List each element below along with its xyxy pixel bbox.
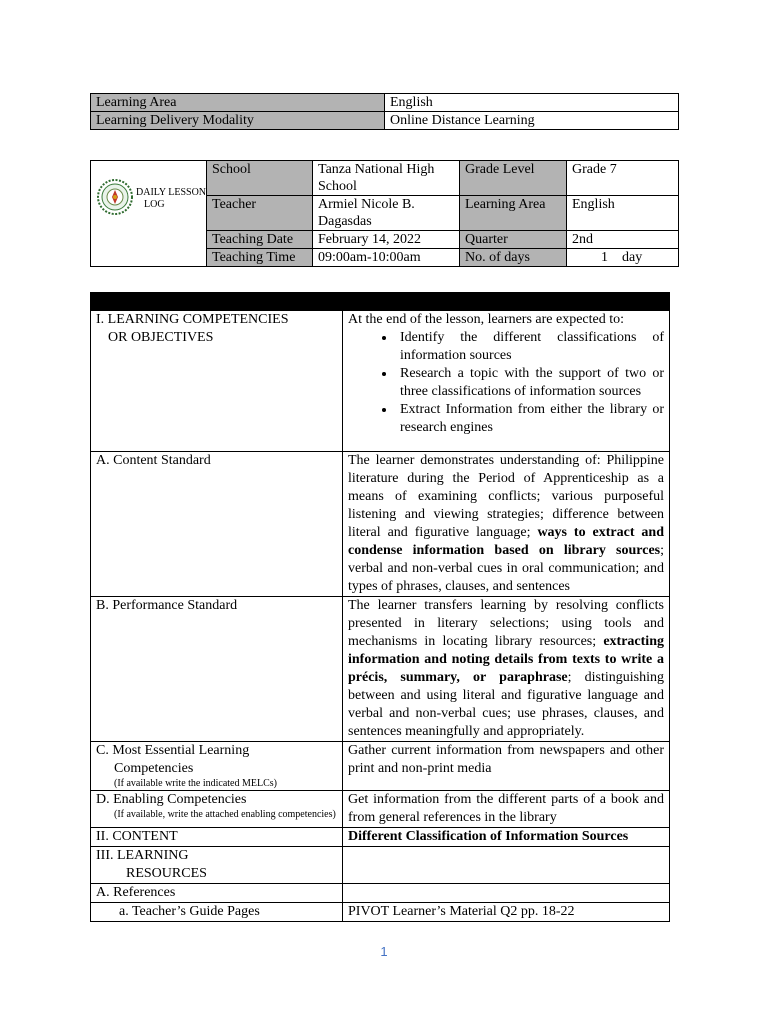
table-row bbox=[91, 161, 679, 196]
content-standard-text-1: The learner demonstrates understanding of: Philippine literature during the Period of Apprenticeship as a means of examining conflicts; various purposeful listening and viewing strategies; difference between literal and figurative language; bbox=[348, 453, 664, 540]
performance-standard-text-2: ; distinguishing between and using literal and figurative language and verbal and non-verbal cues; use phrases, clauses, and sentences meaningfully and appropriately. bbox=[348, 670, 664, 739]
header-learning-area-value: English bbox=[567, 196, 679, 231]
melc-label-line-2: Competencies bbox=[114, 761, 194, 776]
quarter-value: 2nd bbox=[567, 231, 679, 249]
performance-standard-label: B. Performance Standard bbox=[91, 597, 343, 742]
content-standard-label: A. Content Standard bbox=[91, 452, 343, 597]
performance-standard-bold: extracting information and noting details from texts to write a précis, summary, or paraphrase bbox=[348, 634, 664, 685]
school-value: Tanza National High School bbox=[313, 161, 460, 196]
teacher-label: Teacher bbox=[207, 196, 313, 231]
table-row bbox=[91, 94, 679, 112]
table-row bbox=[91, 597, 670, 742]
learning-area-label: Learning Area bbox=[91, 94, 385, 112]
melc-label-line-1: C. Most Essential Learning bbox=[96, 743, 250, 758]
objectives-intro: At the end of the lesson, learners are expected to: bbox=[348, 312, 625, 327]
teachers-guide-label: a. Teacher’s Guide Pages bbox=[91, 903, 343, 922]
resources-value bbox=[343, 847, 670, 884]
enabling-value: Get information from the different parts of a book and from general references in the library bbox=[343, 791, 670, 828]
modality-table bbox=[90, 93, 679, 130]
logo-text-line-2: LOG bbox=[144, 198, 165, 210]
content-standard-bold: ways to extract and condense information based on library sources bbox=[348, 525, 664, 558]
enabling-note: (If available, write the attached enabling competencies) bbox=[114, 809, 336, 820]
objectives-list bbox=[348, 329, 664, 437]
resources-label-line-1: III. LEARNING bbox=[96, 848, 189, 863]
melc-note: (If available write the indicated MELCs) bbox=[114, 778, 277, 789]
header-bar bbox=[91, 293, 670, 311]
performance-standard-value bbox=[343, 597, 670, 742]
teaching-time-label: Teaching Time bbox=[207, 249, 313, 267]
modality-value: Online Distance Learning bbox=[385, 112, 679, 130]
list-item: • Research a topic with the support of two or three classifications of information sources bbox=[396, 365, 664, 401]
content-standard-text-2: ; verbal and non-verbal cues in oral communication; and types of phrases, clauses, and sentences bbox=[348, 543, 664, 594]
teaching-date-value: February 14, 2022 bbox=[313, 231, 460, 249]
objectives-cell bbox=[343, 311, 670, 452]
teaching-time-value: 09:00am-10:00am bbox=[313, 249, 460, 267]
school-label: School bbox=[207, 161, 313, 196]
lesson-table bbox=[90, 292, 670, 922]
teaching-date-label: Teaching Date bbox=[207, 231, 313, 249]
list-item: • Identify the different classifications of information sources bbox=[396, 329, 664, 365]
logo-cell bbox=[91, 161, 207, 267]
resources-label-line-2: RESOURCES bbox=[126, 866, 207, 881]
days-label: No. of days bbox=[460, 249, 567, 267]
days-value: 1 day bbox=[567, 249, 679, 267]
objectives-label-line-1: I. LEARNING COMPETENCIES bbox=[96, 312, 289, 327]
header-learning-area-label: Learning Area bbox=[460, 196, 567, 231]
table-row bbox=[91, 884, 670, 903]
learning-area-value: English bbox=[385, 94, 679, 112]
header-table bbox=[90, 160, 679, 267]
content-label: II. CONTENT bbox=[91, 828, 343, 847]
content-standard-value bbox=[343, 452, 670, 597]
resources-label bbox=[91, 847, 343, 884]
performance-standard-text-1: The learner transfers learning by resolving conflicts presented in literary selections; using tools and mechanisms in locating library resources; bbox=[348, 598, 664, 649]
references-value bbox=[343, 884, 670, 903]
table-row bbox=[91, 828, 670, 847]
table-header-bar bbox=[91, 293, 670, 311]
page-number: 1 bbox=[380, 944, 388, 959]
references-label: A. References bbox=[91, 884, 343, 903]
table-row bbox=[91, 791, 670, 828]
teachers-guide-value: PIVOT Learner’s Material Q2 pp. 18-22 bbox=[343, 903, 670, 922]
table-row bbox=[91, 112, 679, 130]
content-value: Different Classification of Information Sources bbox=[343, 828, 670, 847]
grade-level-value: Grade 7 bbox=[567, 161, 679, 196]
melc-value: Gather current information from newspapers and other print and non-print media bbox=[343, 742, 670, 791]
table-row bbox=[91, 311, 670, 452]
table-row bbox=[91, 847, 670, 884]
grade-level-label: Grade Level bbox=[460, 161, 567, 196]
modality-label: Learning Delivery Modality bbox=[91, 112, 385, 130]
melc-label bbox=[91, 742, 343, 791]
teacher-value: Armiel Nicole B. Dagasdas bbox=[313, 196, 460, 231]
quarter-label: Quarter bbox=[460, 231, 567, 249]
enabling-label bbox=[91, 791, 343, 828]
list-item: • Extract Information from either the library or research engines bbox=[396, 401, 664, 437]
table-row bbox=[91, 903, 670, 922]
table-row bbox=[91, 452, 670, 597]
objectives-label bbox=[91, 311, 343, 452]
school-seal-icon bbox=[97, 179, 133, 215]
objectives-label-line-2: OR OBJECTIVES bbox=[108, 330, 214, 345]
enabling-label-line: D. Enabling Competencies bbox=[96, 792, 247, 807]
logo-text-line-1: DAILY LESSON bbox=[136, 186, 207, 198]
table-row bbox=[91, 742, 670, 791]
